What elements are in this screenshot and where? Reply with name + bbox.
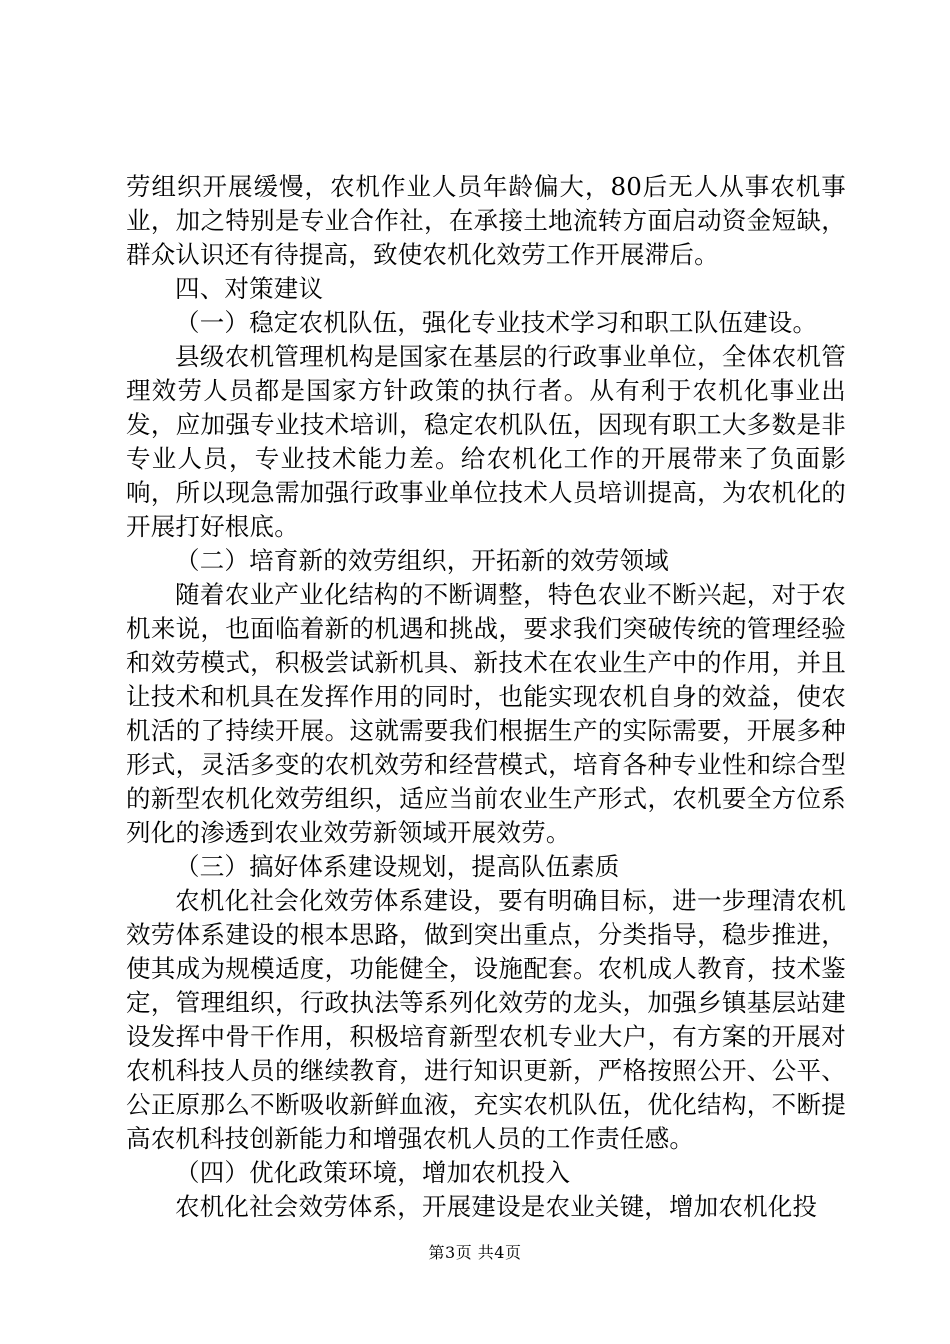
page-footer: 第3页 共4页 [428, 1243, 522, 1262]
paragraph-1: 县级农机管理机构是国家在基层的行政事业单位，全体农机管理效劳人员都是国家方针政策的执行者。从有利于农机化事业出发，应加强专业技术培训，稳定农机队伍，因现有职工大多数是非专业人员，专业技术能力差。给农机化工作的开展带来了负面影响，所以现急需加强行政事业单位技术人员培训提高，为农机化的开展打好根底。 [126, 342, 846, 541]
subheading-2: （二）培育新的效劳组织，开拓新的效劳领域 [175, 546, 669, 575]
subheading-4: （四）优化政策环境，增加农机投入 [175, 1158, 571, 1187]
paragraph-2: 随着农业产业化结构的不断调整，特色农业不断兴起，对于农机来说，也面临着新的机遇和挑战，要求我们突破传统的管理经验和效劳模式，积极尝试新机具、新技术在农业生产中的作用，并且让技术和机具在发挥作用的同时，也能实现农机自身的效益，使农机活的了持续开展。这就需要我们根据生产的实际需要，开展多种形式，灵活多变的农机效劳和经营模式，培育各种专业性和综合型的新型农机化效劳组织，适应当前农业生产形式，农机要全方位系列化的渗透到农业效劳新领域开展效劳。 [126, 580, 846, 847]
paragraph-continued: 劳组织开展缓慢，农机作业人员年龄偏大，80后无人从事农机事业，加之特别是专业合作社，在承接土地流转方面启动资金短缺，群众认识还有待提高，致使农机化效劳工作开展滞后。 [126, 172, 846, 269]
subheading-1: （一）稳定农机队伍，强化专业技术学习和职工队伍建设。 [175, 308, 818, 337]
paragraph-4: 农机化社会效劳体系，开展建设是农业关键，增加农机化投 [175, 1192, 818, 1221]
subheading-3: （三）搞好体系建设规划，提高队伍素质 [175, 852, 620, 881]
paragraph-3: 农机化社会化效劳体系建设，要有明确目标，进一步理清农机效劳体系建设的根本思路，做到突出重点，分类指导，稳步推进，使其成为规模适度，功能健全，设施配套。农机成人教育，技术鉴定，管理组织，行政执法等系列化效劳的龙头，加强乡镇基层站建设发挥中骨干作用，积极培育新型农机专业大户，有方案的开展对农机科技人员的继续教育，进行知识更新，严格按照公开、公平、公正原那么不断吸收新鲜血液，充实农机队伍，优化结构，不断提高农机科技创新能力和增强农机人员的工作责任感。 [126, 886, 846, 1153]
document-body [126, 170, 846, 1224]
section-heading-countermeasures: 四、对策建议 [175, 274, 324, 303]
